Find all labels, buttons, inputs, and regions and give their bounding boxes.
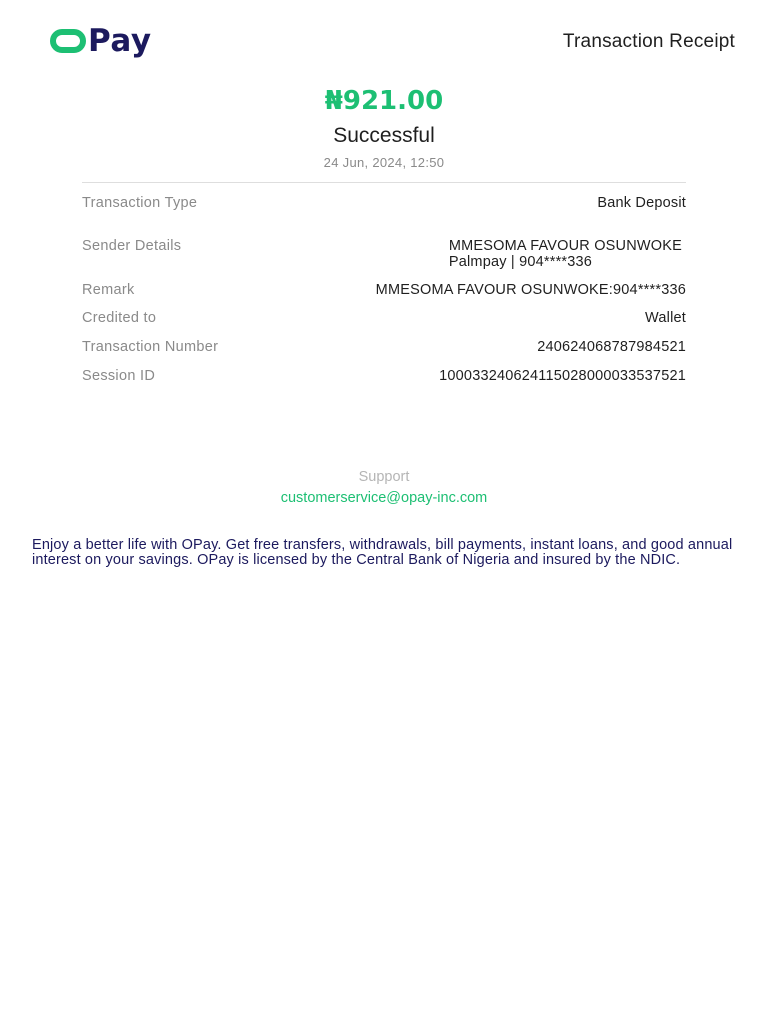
support-section (0, 468, 768, 507)
transaction-summary (0, 84, 768, 170)
transaction-datetime: 24 Jun, 2024, 12:50 (323, 155, 445, 170)
detail-label: Remark (82, 282, 135, 298)
detail-label: Transaction Type (82, 195, 198, 211)
transaction-amount: ₦921.00 (324, 86, 444, 116)
detail-value: Wallet (645, 310, 686, 326)
detail-label: Sender Details (82, 238, 182, 254)
detail-label: Transaction Number (82, 339, 219, 355)
opay-logo (50, 24, 152, 58)
detail-value: 100033240624115028000033537521 (439, 368, 686, 384)
detail-value: MMESOMA FAVOUR OSUNWOKE:904****336 (375, 282, 686, 298)
sender-bank-account: Palmpay | 904****336 (448, 254, 593, 270)
detail-value: 240624068787984521 (537, 339, 686, 355)
transaction-status: Successful (333, 124, 435, 147)
logo-wordmark: Pay (88, 23, 152, 59)
detail-value (449, 238, 682, 270)
page-title: Transaction Receipt (562, 31, 735, 52)
support-email-link[interactable]: customerservice@opay-inc.com (280, 490, 488, 506)
footer-disclaimer: Enjoy a better life with OPay. Get free transfers, withdrawals, bill payments, instant loans, and good annual interest on your savings. OPay is licensed by the Central Bank of Nigeria and insured by the NDIC. (32, 537, 733, 568)
detail-label: Session ID (82, 368, 156, 384)
opay-logo-ring-icon (50, 29, 86, 53)
detail-value: Bank Deposit (597, 195, 686, 211)
sender-name: MMESOMA FAVOUR OSUNWOKE (448, 238, 682, 254)
summary-divider (82, 182, 686, 183)
support-label: Support (358, 469, 410, 485)
receipt-header (0, 0, 768, 80)
detail-label: Credited to (82, 310, 157, 326)
